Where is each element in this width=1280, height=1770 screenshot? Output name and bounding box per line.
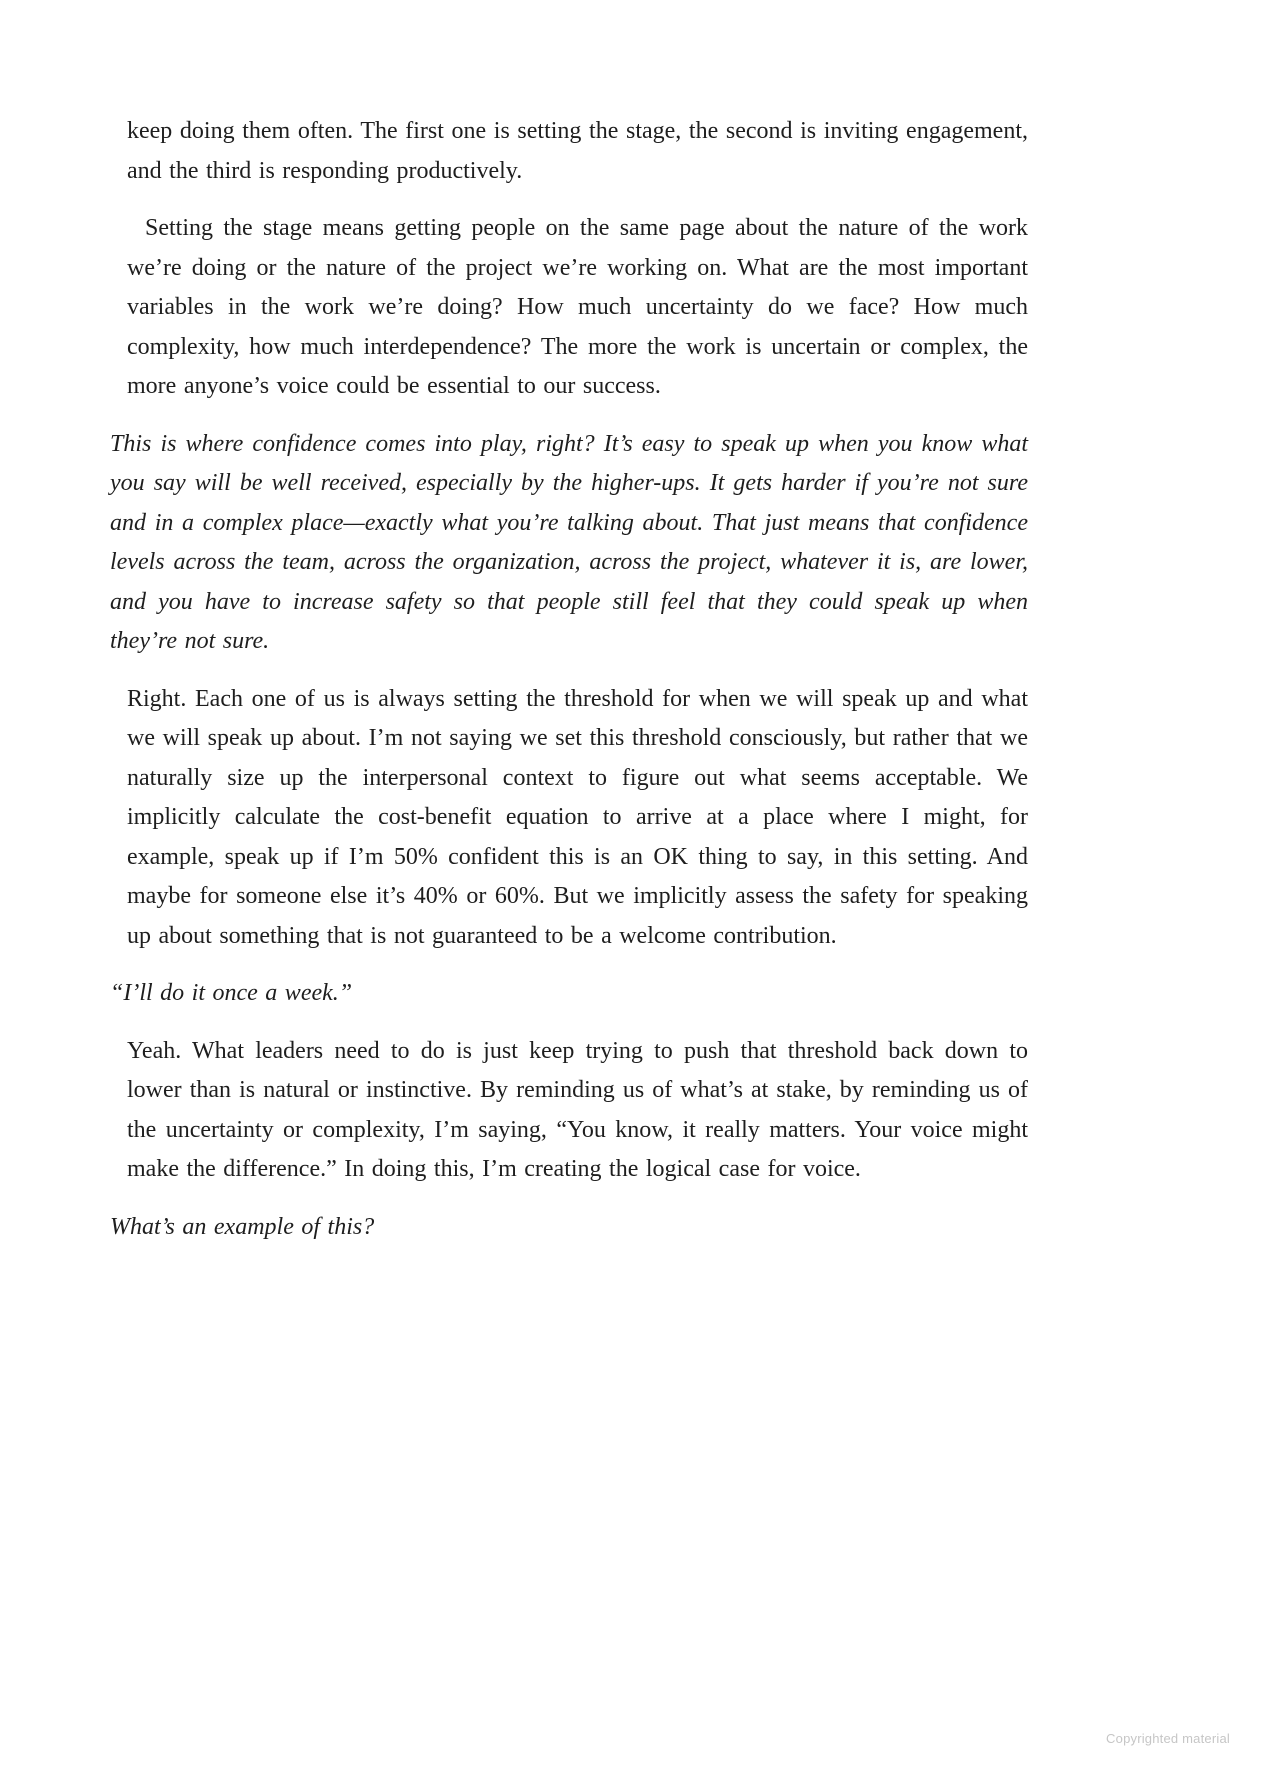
text-column [110,112,1028,1265]
body-paragraph: Setting the stage means getting people on the same page about the nature of the work we’re doing or the nature of the project we’re working on. What are the most important variables in the work we’re doing? How much uncertainty do we face? How much complexity, how much interdependence? The more the work is uncertain or complex, the more anyone’s voice could be essential to our success. [127,215,1028,399]
body-paragraph: Yeah. What leaders need to do is just keep trying to push that threshold back down to lower than is natural or instinctive. By reminding us of what’s at stake, by reminding us of the uncertainty or complexity, I’m saying, “You know, it really matters. Your voice might make the difference.” In doing this, I’m creating the logical case for voice. [127,1037,1028,1182]
interviewer-paragraph: This is where confidence comes into play, right? It’s easy to speak up when you know what you say will be well received, especially by the higher-ups. It gets harder if you’re not sure and in a complex place—exactly what you’re talking about. That just means that confidence levels across the team, across the organization, across the project, whatever it is, are lower, and you have to increase safety so that people still feel that they could speak up when they’re not sure. [110,430,1028,654]
interviewer-paragraph: “I’ll do it once a week.” [110,980,353,1006]
body-paragraph: Right. Each one of us is always setting the threshold for when we will speak up and what we will speak up about. I’m not saying we set this threshold consciously, but rather that we naturally size up the interpersonal context to figure out what seems acceptable. We implicitly calculate the cost-benefit equation to arrive at a place where I might, for example, speak up if I’m 50% confident this is an OK thing to say, in this setting. And maybe for someone else it’s 40% or 60%. But we implicitly assess the safety for speaking up about something that is not guaranteed to be a welcome contribution. [127,685,1028,949]
copyright-watermark: Copyrighted material [1106,1731,1230,1746]
interviewer-paragraph: What’s an example of this? [110,1213,375,1240]
body-paragraph: keep doing them often. The first one is setting the stage, the second is inviting engagement, and the third is responding productively. [127,118,1028,184]
